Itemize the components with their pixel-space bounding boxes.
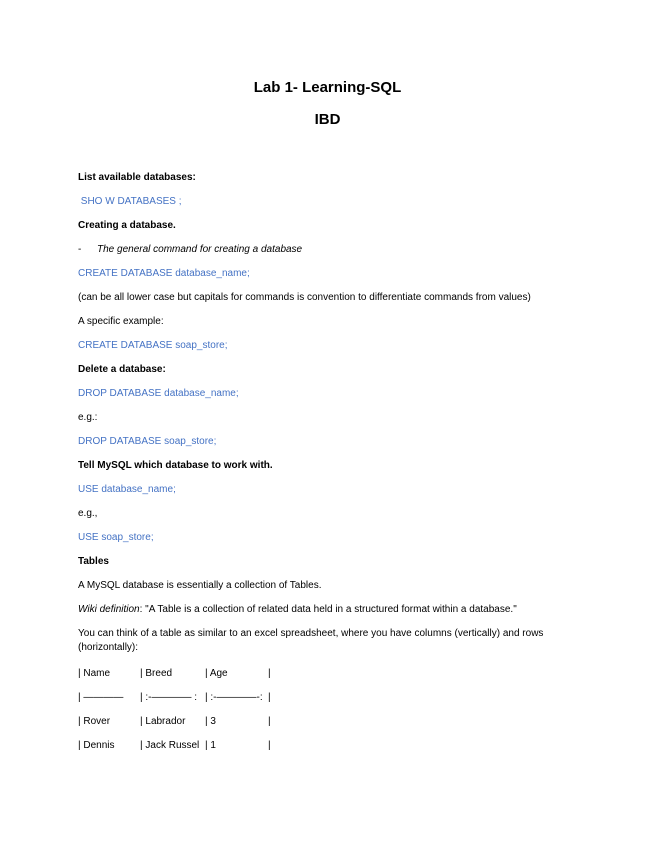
tables-description: A MySQL database is essentially a collection of Tables. bbox=[78, 580, 322, 591]
table-cell: | Age bbox=[205, 668, 228, 679]
table-cell: | :-————-: bbox=[205, 692, 263, 703]
table-cell: | 3 bbox=[205, 716, 216, 727]
create-example: CREATE DATABASE soap_store; bbox=[78, 340, 228, 351]
specific-example-label: A specific example: bbox=[78, 316, 164, 327]
wiki-definition bbox=[78, 603, 578, 627]
table-cell: | bbox=[268, 692, 271, 703]
spreadsheet-text: You can think of a table as similar to an excel spreadsheet, where you have columns (vertically) and rows (horizontally): bbox=[78, 628, 544, 653]
document-title: Lab 1- Learning-SQL bbox=[253, 79, 402, 96]
eg-label: e.g.: bbox=[78, 412, 98, 423]
bullet-item bbox=[78, 243, 578, 267]
drop-command: DROP DATABASE database_name; bbox=[78, 388, 239, 399]
use-heading: Tell MySQL which database to work with. bbox=[78, 460, 273, 471]
use-example: USE soap_store; bbox=[78, 532, 154, 543]
eg-label-2: e.g., bbox=[78, 508, 98, 519]
delete-heading: Delete a database: bbox=[78, 364, 166, 375]
table-cell: | ———— bbox=[78, 692, 124, 703]
create-heading: Creating a database. bbox=[78, 220, 176, 231]
table-cell: | Name bbox=[78, 668, 111, 679]
drop-example: DROP DATABASE soap_store; bbox=[78, 436, 217, 447]
table-cell: | bbox=[268, 716, 271, 727]
document-subtitle: IBD bbox=[314, 111, 341, 128]
wiki-text: : "A Table is a collection of related data held in a structured format within a database." bbox=[139, 604, 517, 615]
table-cell: | Jack Russel bbox=[140, 740, 200, 751]
list-heading: List available databases: bbox=[78, 172, 196, 183]
table-row bbox=[78, 739, 578, 763]
create-command: CREATE DATABASE database_name; bbox=[78, 268, 250, 279]
table-row bbox=[78, 691, 578, 715]
table-cell: | Breed bbox=[140, 668, 173, 679]
markdown-table bbox=[78, 667, 578, 763]
table-cell: | Labrador bbox=[140, 716, 186, 727]
table-cell: | Dennis bbox=[78, 740, 115, 751]
table-row bbox=[78, 667, 578, 691]
table-cell: | bbox=[268, 740, 271, 751]
tables-heading: Tables bbox=[78, 556, 109, 567]
case-note: (can be all lower case but capitals for commands is convention to differentiate commands from values) bbox=[78, 292, 531, 303]
table-cell: | :-———— : bbox=[140, 692, 198, 703]
use-command: USE database_name; bbox=[78, 484, 176, 495]
table-row bbox=[78, 715, 578, 739]
wiki-label: Wiki definition bbox=[78, 604, 140, 615]
bullet-dash: - bbox=[78, 244, 82, 255]
bullet-text: The general command for creating a database bbox=[97, 244, 303, 255]
show-command: SHO W DATABASES ; bbox=[78, 196, 182, 207]
document-body bbox=[78, 171, 578, 763]
table-cell: | 1 bbox=[205, 740, 216, 751]
table-cell: | bbox=[268, 668, 271, 679]
table-cell: | Rover bbox=[78, 716, 111, 727]
